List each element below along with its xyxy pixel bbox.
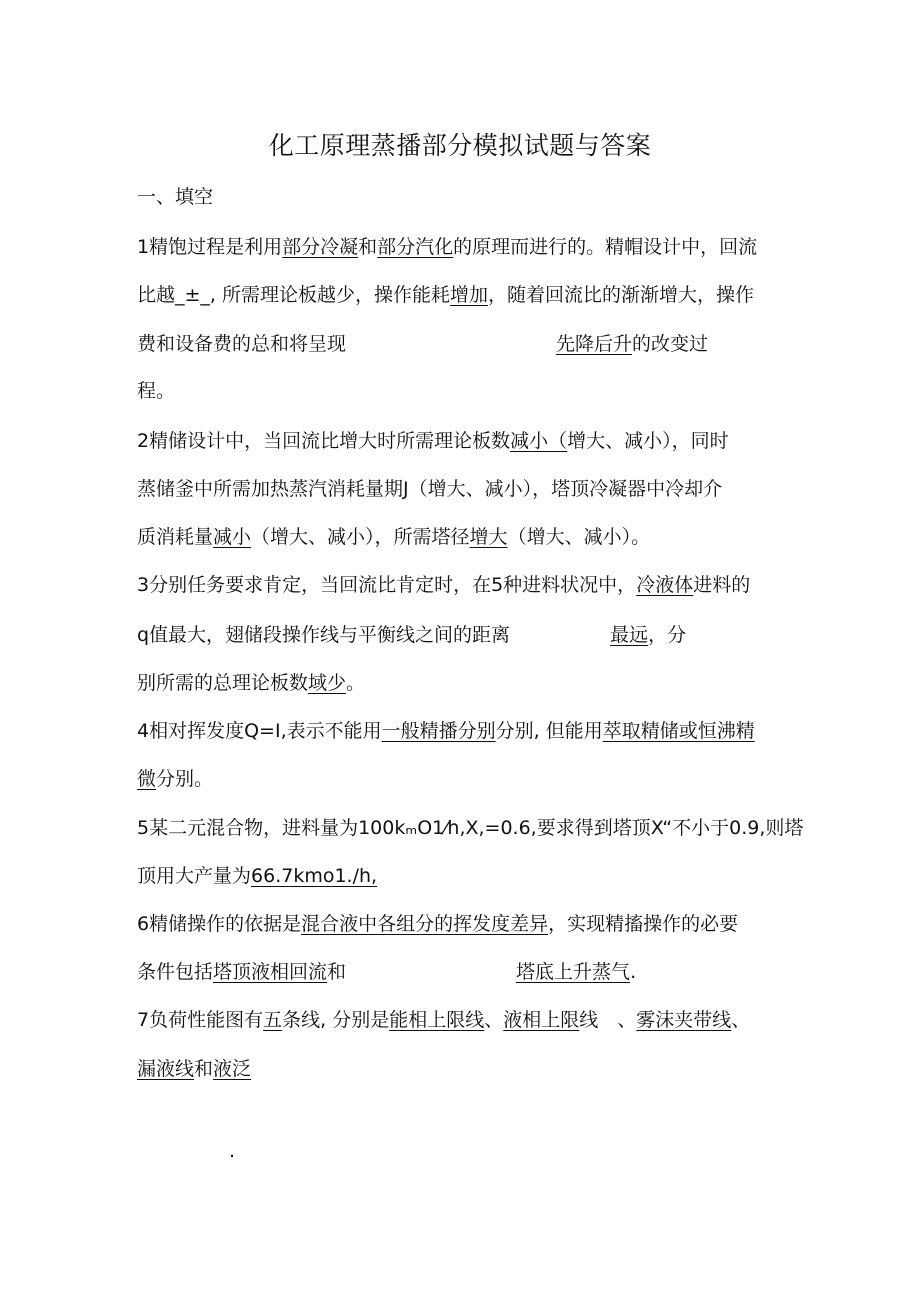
q5-line-1: 5某二元混合物，进料量为100kₘO1⁄h,X,=0.6,要求得到塔顶X“不小于0.9,则塔 bbox=[137, 817, 804, 839]
q3-line-1: 3分别任务要求肯定，当回流比肯定时，在5种进料状况中，冷液体进料的 bbox=[137, 570, 750, 597]
q1-line-3: 费和设备费的总和将呈现 先降后升的改变过 bbox=[137, 329, 708, 356]
q1-line-4: 程。 bbox=[137, 380, 176, 402]
answer-blank: 混合液中各组分的挥发度差异 bbox=[301, 913, 549, 935]
q1-line-2: 比越_±_, 所需理论板越少，操作能耗增加，随着回流比的渐渐增大，操作 bbox=[137, 280, 754, 307]
q7-line-2: 漏液线和液泛 bbox=[137, 1054, 251, 1081]
answer-blank: 增加 bbox=[450, 284, 489, 306]
q3-line-3: 别所需的总理论板数域少。 bbox=[137, 668, 365, 695]
answer-blank: 微 bbox=[137, 768, 157, 790]
q1-line-1: 1精饱过程是利用部分冷凝和部分汽化的原理而进行的。精帽设计中，回流 bbox=[137, 232, 757, 259]
q4-line-1: 4相对挥发度Q=I,表示不能用一般精播分别分别, 但能用萃取精储或恒沸精 bbox=[137, 716, 755, 743]
footer-dot: . bbox=[229, 1140, 236, 1162]
q6-line-2: 条件包括塔顶液相回流和 塔底上升蒸气. bbox=[137, 957, 636, 984]
answer-blank: 先降后升 bbox=[556, 333, 633, 355]
answer-blank: 部分冷凝 bbox=[282, 236, 359, 258]
answer-blank: 液泛 bbox=[213, 1058, 252, 1080]
answer-blank: 五 bbox=[263, 1009, 283, 1031]
answer-blank: 能相上限线 bbox=[389, 1009, 485, 1031]
answer-blank: 减小 bbox=[213, 526, 252, 548]
q2-line-2: 蒸储釜中所需加热蒸汽消耗量期J（增大、减小），塔顶冷凝器中冷却介 bbox=[137, 478, 723, 500]
answer-blank: 冷液体 bbox=[636, 574, 694, 596]
answer-blank: 漏液线 bbox=[137, 1058, 195, 1080]
q6-line-1: 6精储操作的依据是混合液中各组分的挥发度差异，实现精搐操作的必要 bbox=[137, 909, 738, 936]
answer-blank: 66.7kmo1./h, bbox=[251, 865, 378, 887]
q2-line-1: 2精储设计中，当回流比增大时所需理论板数减小（增大、减小），同时 bbox=[137, 426, 729, 453]
q7-line-1: 7负荷性能图有五条线, 分别是能相上限线、液相上限线 、雾沫夹带线、 bbox=[137, 1005, 750, 1032]
answer-blank: 萃取精储或恒沸精 bbox=[602, 720, 755, 742]
answer-blank: 液相上限 bbox=[503, 1009, 580, 1031]
q3-line-2: q值最大，翅储段操作线与平衡线之间的距离 最远，分 bbox=[137, 620, 686, 647]
answer-blank: 塔顶液相回流 bbox=[213, 961, 328, 983]
q5-line-2: 顶用大产量为66.7kmo1./h, bbox=[137, 865, 378, 887]
section-heading: 一、填空 bbox=[137, 186, 214, 208]
answer-blank: 部分汽化 bbox=[377, 236, 454, 258]
page-title: 化工原理蒸播部分模拟试题与答案 bbox=[268, 131, 652, 160]
answer-blank: 塔底上升蒸气 bbox=[516, 961, 631, 983]
answer-blank: 一般精播分别 bbox=[381, 720, 496, 742]
answer-blank: 最远 bbox=[610, 624, 649, 646]
answer-blank: 雾沫夹带线 bbox=[636, 1009, 732, 1031]
q4-line-2: 微分别。 bbox=[137, 764, 213, 791]
answer-blank: 减小（ bbox=[510, 430, 568, 452]
answer-blank: 域少 bbox=[308, 672, 347, 694]
answer-blank: 增大 bbox=[469, 526, 508, 548]
q2-line-3: 质消耗量减小（增大、减小），所需塔径增大（增大、减小）。 bbox=[137, 522, 650, 549]
